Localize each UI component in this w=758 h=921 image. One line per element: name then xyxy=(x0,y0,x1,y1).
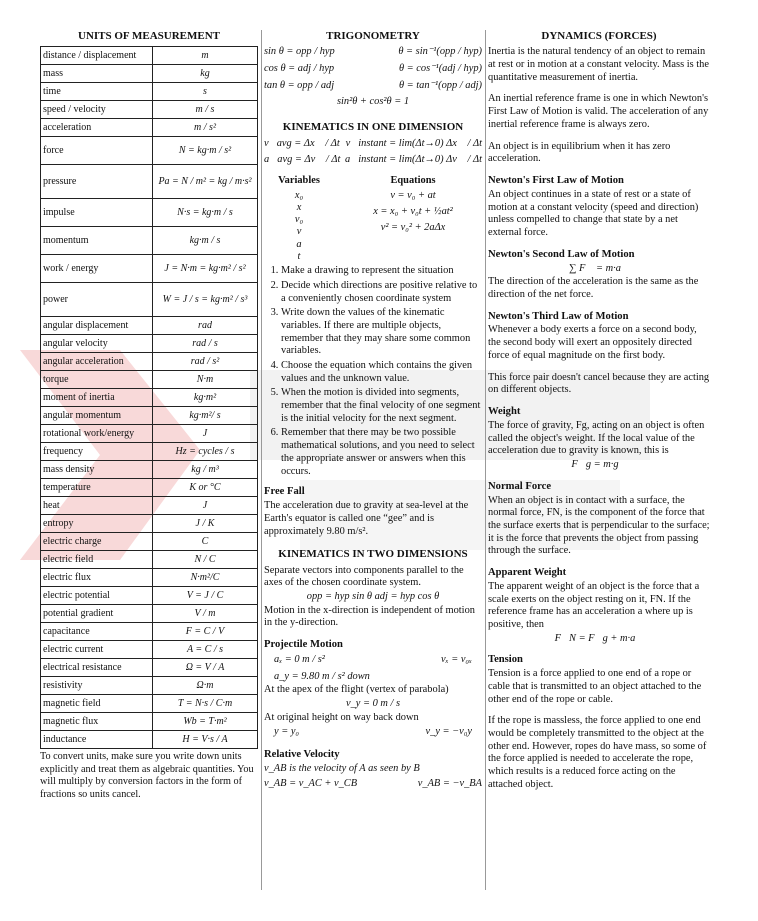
trig-row-tan xyxy=(264,80,482,93)
units-table-row xyxy=(41,389,258,407)
unit-quantity: magnetic flux xyxy=(41,713,153,731)
units-table-row xyxy=(41,165,258,199)
unit-quantity: electric field xyxy=(41,551,153,569)
kin1-velocity-row xyxy=(264,138,482,151)
unit-symbol: Wb = T·m² xyxy=(153,713,258,731)
aavg-formula: a⃗avg = Δv⃗ / Δt xyxy=(264,154,341,166)
normal-force-text: When an object is in contact with a surface, the normal force, FN, is the component of the force that the surface exerts that is perpendicular to the surface; it is the force that prevents the object from passing through the surface. xyxy=(488,494,710,557)
units-column xyxy=(40,28,258,801)
relvel-eq2: v_AB = −v_BA xyxy=(417,777,482,789)
atan-formula: θ = tan⁻¹(opp / adj) xyxy=(398,79,482,91)
tan-formula: tan θ = opp / adj xyxy=(264,79,335,91)
newton1-title: Newton's First Law of Motion xyxy=(488,174,624,186)
relvel-eq1: v_AB = v_AC + v_CB xyxy=(264,777,358,789)
unit-quantity: magnetic field xyxy=(41,695,153,713)
unit-quantity: angular acceleration xyxy=(41,353,153,371)
var-item: v xyxy=(296,226,302,238)
step-item: 2. Decide which directions are positive relative to a conveniently chosen coordinate system xyxy=(281,280,482,305)
unit-quantity: capacitance xyxy=(41,623,153,641)
relvel-title: Relative Velocity xyxy=(264,749,340,761)
kinematics-column xyxy=(264,28,482,794)
unit-symbol: N / C xyxy=(153,551,258,569)
trig-title: TRIGONOMETRY xyxy=(326,30,420,42)
var-item: x₀ xyxy=(294,189,304,201)
equilibrium-text: An object is in equilibrium when it has zero acceleration. xyxy=(488,140,671,165)
weight-title: Weight xyxy=(488,405,521,417)
unit-quantity: pressure xyxy=(41,165,153,199)
vy-return-formula: v_y = −v₀y xyxy=(425,726,472,738)
unit-symbol: m / s² xyxy=(153,119,258,137)
newton1-text: An object continues in a state of rest or a state of motion at a constant velocity (speed and direction) unless compelled to change that state by a net external force. xyxy=(488,188,699,238)
unit-symbol: Pa = N / m² = kg / m·s² xyxy=(153,165,258,199)
inertial-frame-text: An inertial reference frame is one in which Newton's First Law of Motion is valid. The acceleration of any inertial reference frame is always zero. xyxy=(488,93,709,130)
weight-text: The force of gravity, Fg, acting on an object is often called the object's weight. If the local value of the acceleration due to gravity is known, this is xyxy=(488,419,705,457)
unit-quantity: power xyxy=(41,283,153,317)
tension-text: Tension is a force applied to one end of a rope or cable that is transmitted to an object attached to the other end of the rope or cable. xyxy=(488,668,702,705)
units-table-row xyxy=(41,47,258,65)
tension-title: Tension xyxy=(488,654,523,666)
unit-symbol: J xyxy=(153,425,258,443)
var-item: x xyxy=(296,201,302,213)
newton3-title: Newton's Third Law of Motion xyxy=(488,310,629,322)
unit-quantity: frequency xyxy=(41,443,153,461)
unit-symbol: kg·m / s xyxy=(153,227,258,255)
unit-quantity: angular displacement xyxy=(41,317,153,335)
units-table-row xyxy=(41,533,258,551)
units-table-row xyxy=(41,659,258,677)
unit-symbol: N = kg·m / s² xyxy=(153,137,258,165)
variables-header: Variables xyxy=(278,174,320,186)
dynamics-column xyxy=(488,28,710,800)
units-table-row xyxy=(41,551,258,569)
unit-quantity: work / energy xyxy=(41,255,153,283)
step-item: 3. Write down the values of the kinematic variables. If there are multiple objects, remember that they may share some common variables. xyxy=(281,307,482,358)
unit-symbol: kg xyxy=(153,65,258,83)
unit-symbol: Hz = cycles / s xyxy=(153,443,258,461)
unit-symbol: Ω = V / A xyxy=(153,659,258,677)
apparent-weight-text: The apparent weight of an object is the force that a scale exerts on the object resting on it, FN. If the reference frame has an acceleration a where up is positive, then xyxy=(488,580,700,630)
unit-symbol: F = C / V xyxy=(153,623,258,641)
newton3-note: This force pair doesn't cancel because they are acting on different objects. xyxy=(488,371,710,396)
kin2-components: opp = hyp sin θ adj = hyp cos θ xyxy=(306,590,440,602)
trig-row-cos xyxy=(264,63,482,76)
units-table-row xyxy=(41,371,258,389)
unit-symbol: J = N·m = kg·m² / s² xyxy=(153,255,258,283)
units-title: UNITS OF MEASUREMENT xyxy=(78,30,220,42)
unit-symbol: rad / s xyxy=(153,335,258,353)
unit-symbol: V = J / C xyxy=(153,587,258,605)
units-table-row xyxy=(41,353,258,371)
vx-formula: vₓ = v₀ₓ xyxy=(441,653,472,665)
apparent-weight-equation: F⃗N = F⃗g + m·a⃗ xyxy=(554,632,644,644)
units-table-row xyxy=(41,623,258,641)
unit-quantity: inductance xyxy=(41,731,153,749)
unit-symbol: s xyxy=(153,83,258,101)
units-table-row xyxy=(41,119,258,137)
units-table-row xyxy=(41,283,258,317)
units-table-row xyxy=(41,569,258,587)
kin2-text2: Motion in the x-direction is independent of motion in the y-direction. xyxy=(264,604,475,629)
units-table-row xyxy=(41,425,258,443)
unit-symbol: T = N·s / C·m xyxy=(153,695,258,713)
unit-quantity: entropy xyxy=(41,515,153,533)
equation-item: v = v₀ + at xyxy=(390,189,436,201)
unit-quantity: mass density xyxy=(41,461,153,479)
unit-quantity: distance / displacement xyxy=(41,47,153,65)
kin1-title: KINEMATICS IN ONE DIMENSION xyxy=(282,121,464,134)
units-table-row xyxy=(41,83,258,101)
units-table-row xyxy=(41,443,258,461)
asin-formula: θ = sin⁻¹(opp / hyp) xyxy=(398,46,482,58)
dynamics-title: DYNAMICS (FORCES) xyxy=(541,30,657,42)
unit-quantity: rotational work/energy xyxy=(41,425,153,443)
unit-quantity: moment of inertia xyxy=(41,389,153,407)
unit-symbol: A = C / s xyxy=(153,641,258,659)
normal-force-title: Normal Force xyxy=(488,480,552,492)
variables-list xyxy=(264,175,334,263)
ainst-formula: a⃗instant = lim(Δt→0) Δv⃗ / Δt xyxy=(344,154,482,166)
units-table-row xyxy=(41,497,258,515)
unit-symbol: rad xyxy=(153,317,258,335)
unit-quantity: electric flux xyxy=(41,569,153,587)
unit-symbol: kg·m²/ s xyxy=(153,407,258,425)
unit-symbol: J xyxy=(153,497,258,515)
var-item: v₀ xyxy=(294,214,304,226)
units-table-row xyxy=(41,137,258,165)
unit-symbol: N·s = kg·m / s xyxy=(153,199,258,227)
unit-quantity: torque xyxy=(41,371,153,389)
unit-quantity: temperature xyxy=(41,479,153,497)
unit-symbol: m / s xyxy=(153,101,258,119)
unit-symbol: N·m xyxy=(153,371,258,389)
unit-symbol: C xyxy=(153,533,258,551)
newton3-text: Whenever a body exerts a force on a second body, the second body will exert an oppositely directed force of equal magnitude on the first body. xyxy=(488,324,697,361)
orig-height-text: At original height on way back down xyxy=(264,711,419,723)
relvel-definition: v_AB is the velocity of A as seen by B xyxy=(264,763,420,775)
vy-apex-formula: v_y = 0 m / s xyxy=(345,698,401,710)
unit-quantity: impulse xyxy=(41,199,153,227)
unit-quantity: electric current xyxy=(41,641,153,659)
units-table-row xyxy=(41,461,258,479)
units-table-row xyxy=(41,587,258,605)
unit-symbol: W = J / s = kg·m² / s³ xyxy=(153,283,258,317)
units-table-row xyxy=(41,515,258,533)
units-table-row xyxy=(41,317,258,335)
unit-symbol: N·m²/C xyxy=(153,569,258,587)
unit-quantity: electrical resistance xyxy=(41,659,153,677)
var-item: t xyxy=(297,250,301,262)
newton2-equation: ∑ F⃗ = m·a⃗ xyxy=(568,262,630,274)
step-item: 6. Remember that there may be two possible mathematical solutions, and you need to select the appropriate answer or answers when this occurs. xyxy=(281,427,482,478)
unit-symbol: Ω·m xyxy=(153,677,258,695)
newton2-text: The direction of the acceleration is the same as the direction of the net force. xyxy=(488,276,699,300)
units-table-row xyxy=(41,713,258,731)
unit-quantity: acceleration xyxy=(41,119,153,137)
equations-header: Equations xyxy=(390,174,436,186)
equations-list xyxy=(344,175,482,263)
kinematics-steps xyxy=(264,265,482,478)
freefall-text: The acceleration due to gravity at sea-level at the Earth's equator is called one “gee” and is approximately 9.80 m/s². xyxy=(264,500,469,537)
apparent-weight-title: Apparent Weight xyxy=(488,566,567,578)
projectile-title: Projectile Motion xyxy=(264,639,343,651)
unit-symbol: V / m xyxy=(153,605,258,623)
units-table-row xyxy=(41,605,258,623)
inertia-text: Inertia is the natural tendency of an object to remain at rest or in motion at a constant velocity. Mass is the quantitative measurement of inertia. xyxy=(488,46,709,83)
vavg-formula: v⃗avg = Δx⃗ / Δt xyxy=(264,137,340,149)
tension-massless-text: If the rope is massless, the force applied to one end would be completely transmitted to the object at the other end. However, ropes do have mass, so some of the force applied is needed to accelerate the rope, which results is a reduced force acting on the attached object. xyxy=(488,715,707,790)
column-divider xyxy=(485,30,486,890)
freefall-title: Free Fall xyxy=(264,486,305,498)
ax-formula: aₓ = 0 m / s² xyxy=(274,653,325,665)
units-table-row xyxy=(41,479,258,497)
unit-quantity: resistivity xyxy=(41,677,153,695)
kin1-accel-row xyxy=(264,154,482,167)
units-table-row xyxy=(41,677,258,695)
unit-quantity: time xyxy=(41,83,153,101)
kin2-title: KINEMATICS IN TWO DIMENSIONS xyxy=(278,548,468,561)
unit-quantity: force xyxy=(41,137,153,165)
ay-formula: a_y = 9.80 m / s² down xyxy=(274,670,370,682)
column-divider xyxy=(261,30,262,890)
sin-formula: sin θ = opp / hyp xyxy=(264,46,335,58)
unit-quantity: speed / velocity xyxy=(41,101,153,119)
vinst-formula: v⃗instant = lim(Δt→0) Δx⃗ / Δt xyxy=(345,137,482,149)
unit-quantity: electric charge xyxy=(41,533,153,551)
unit-quantity: angular momentum xyxy=(41,407,153,425)
equation-item: x = x₀ + v₀t + ½at² xyxy=(373,205,453,217)
unit-symbol: kg / m³ xyxy=(153,461,258,479)
unit-symbol: kg·m² xyxy=(153,389,258,407)
units-table-row xyxy=(41,695,258,713)
var-item: a xyxy=(296,238,302,250)
unit-quantity: electric potential xyxy=(41,587,153,605)
projectile-row-return xyxy=(264,726,482,739)
units-table-row xyxy=(41,199,258,227)
unit-quantity: potential gradient xyxy=(41,605,153,623)
unit-symbol: rad / s² xyxy=(153,353,258,371)
units-table-row xyxy=(41,641,258,659)
units-table-row xyxy=(41,335,258,353)
step-item: 5. When the motion is divided into segments, remember that the final velocity of one segment is the initial velocity for the next segment. xyxy=(281,387,482,425)
step-item: 4. Choose the equation which contains the given values and the unknown value. xyxy=(281,360,482,385)
weight-equation: F⃗g = m·g⃗ xyxy=(571,458,627,470)
newton2-title: Newton's Second Law of Motion xyxy=(488,248,635,260)
unit-quantity: heat xyxy=(41,497,153,515)
units-table-row xyxy=(41,255,258,283)
units-table-row xyxy=(41,65,258,83)
trig-row-sin xyxy=(264,46,482,59)
unit-symbol: J / K xyxy=(153,515,258,533)
relvel-equations xyxy=(264,778,482,791)
y-formula: y = y₀ xyxy=(274,726,300,738)
unit-quantity: angular velocity xyxy=(41,335,153,353)
unit-symbol: m xyxy=(153,47,258,65)
units-table-row xyxy=(41,227,258,255)
unit-symbol: K or °C xyxy=(153,479,258,497)
units-table-row xyxy=(41,731,258,749)
units-note: To convert units, make sure you write down units explicitly and treat them as algebraic quantities. You will multiply by conversion factors in the form of fractions so units cancel. xyxy=(40,751,254,800)
kin1-variables-equations xyxy=(264,175,482,263)
equation-item: v² = v₀² + 2aΔx xyxy=(380,222,446,234)
units-table-row xyxy=(41,407,258,425)
projectile-row-1 xyxy=(264,654,482,667)
unit-symbol: H = V·s / A xyxy=(153,731,258,749)
units-table xyxy=(40,46,258,749)
unit-quantity: mass xyxy=(41,65,153,83)
cos-formula: cos θ = adj / hyp xyxy=(264,63,335,75)
acos-formula: θ = cos⁻¹(adj / hyp) xyxy=(398,63,482,75)
trig-identity: sin²θ + cos²θ = 1 xyxy=(336,96,410,108)
apex-text: At the apex of the flight (vertex of parabola) xyxy=(264,684,449,696)
units-table-row xyxy=(41,101,258,119)
kin2-text: Separate vectors into components parallel to the axes of the chosen coordinate system. xyxy=(264,564,464,589)
step-item: 1. Make a drawing to represent the situation xyxy=(281,265,482,278)
unit-quantity: momentum xyxy=(41,227,153,255)
